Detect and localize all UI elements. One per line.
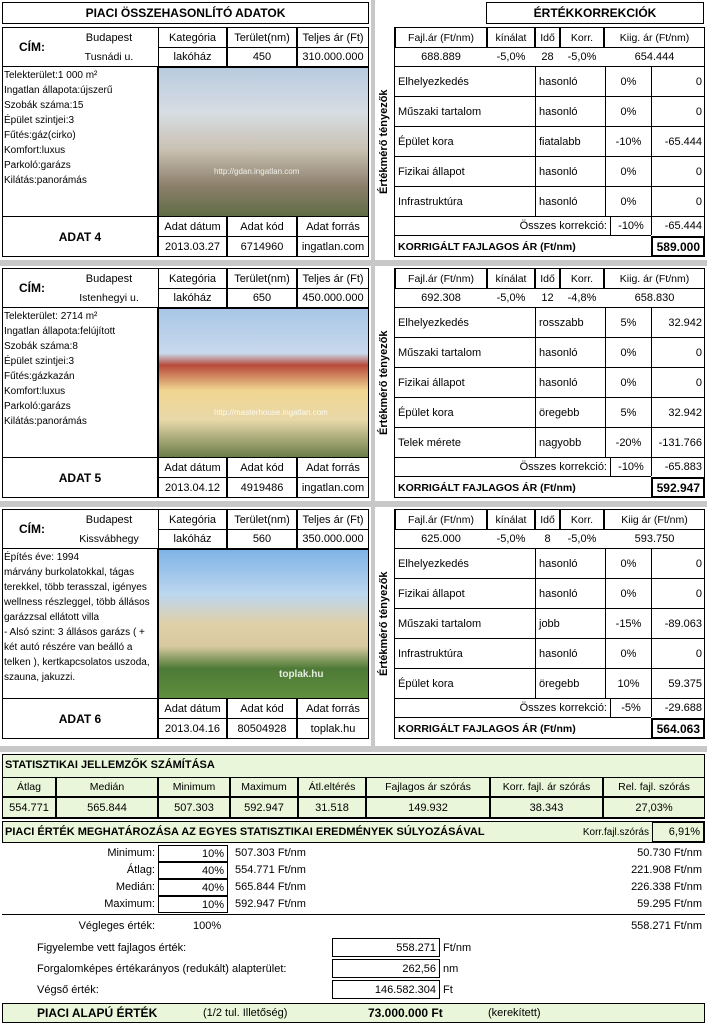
info-frame bbox=[2, 308, 158, 458]
result-value: 262,56 bbox=[332, 959, 440, 978]
factor-name: Telek mérete bbox=[398, 437, 461, 449]
factor-comparison: hasonló bbox=[535, 97, 605, 127]
unit_price-header: Fajl.ár (Ft/nm) bbox=[395, 268, 487, 289]
factor-name: Fizikai állapot bbox=[398, 166, 465, 178]
factor-comparison: hasonló bbox=[535, 368, 605, 398]
factors-label: Értékmérő tényezők bbox=[378, 571, 390, 677]
std-value: 6,91% bbox=[652, 822, 704, 842]
factor-value: 0 bbox=[651, 549, 705, 579]
info-line: Épület szintjei:3 bbox=[4, 115, 75, 126]
factor-pct: -20% bbox=[605, 428, 651, 458]
final-pct: 100% bbox=[193, 920, 222, 932]
total-price-header: Teljes ár (Ft) bbox=[297, 27, 369, 48]
factor-comparison: hasonló bbox=[535, 67, 605, 97]
time: 8 bbox=[544, 532, 551, 545]
factor-pct: 0% bbox=[605, 549, 651, 579]
address-label: CÍM: bbox=[19, 522, 45, 536]
total-corr-value: -29.688 bbox=[651, 699, 705, 717]
record-label: ADAT 6 bbox=[2, 698, 158, 739]
stat-value: 554.771 bbox=[2, 797, 56, 818]
code-header: Adat kód bbox=[227, 457, 297, 478]
factor-comparison: hasonló bbox=[535, 338, 605, 368]
footer-share: (1/2 tul. Illetőség) bbox=[203, 1007, 288, 1019]
adj_price-header: Kiig. ár (Ft/nm) bbox=[604, 27, 705, 48]
factor-value: 0 bbox=[651, 97, 705, 127]
area-header: Terület(nm) bbox=[227, 509, 297, 530]
factor-name: Fizikai állapot bbox=[398, 588, 465, 600]
info-line: - Alsó szint: 3 állásos garázs ( + két autó részére van beálló a telken ), kertkapcsolatos uszoda, szauna, jakuzzi. bbox=[4, 627, 150, 683]
weight-value: 507.303 Ft/nm bbox=[235, 847, 306, 859]
factor-name: Műszaki tartalom bbox=[398, 347, 482, 359]
weight-pct: 10% bbox=[158, 845, 228, 862]
total-price: 450.000.000 bbox=[297, 288, 369, 308]
info-line: Telekterület:1 000 m² bbox=[4, 70, 98, 81]
factor-pct: -15% bbox=[605, 609, 651, 639]
result-value: 146.582.304 bbox=[332, 980, 440, 999]
source: toplak.hu bbox=[297, 718, 369, 739]
stat-value: 27,03% bbox=[603, 797, 705, 818]
weight-label: Medián: bbox=[115, 881, 155, 893]
photo-watermark: http://gdan.ingatlan.com bbox=[214, 167, 300, 176]
weight-label: Maximum: bbox=[104, 898, 155, 910]
code: 80504928 bbox=[227, 718, 297, 739]
factor-name: Műszaki tartalom bbox=[398, 618, 482, 630]
factor-value: 32.942 bbox=[651, 398, 705, 428]
info-frame bbox=[2, 67, 158, 217]
district: Tusnádi u. bbox=[84, 50, 134, 63]
corrected-value: 589.000 bbox=[651, 236, 705, 257]
stat-header: Rel. fajl. szórás bbox=[603, 777, 705, 797]
district: Kissvábhegy bbox=[79, 532, 139, 545]
footer-label: PIACI ALAPÚ ÉRTÉK bbox=[37, 1006, 158, 1020]
area: 560 bbox=[227, 529, 297, 549]
factor-name: Épület kora bbox=[398, 407, 454, 419]
factors-frame bbox=[373, 67, 395, 257]
right-frame bbox=[394, 509, 705, 739]
offer: -5,0% bbox=[496, 532, 526, 545]
category: lakóház bbox=[158, 288, 227, 308]
adj_price3-header: Kiig ár (Ft/nm) bbox=[604, 509, 705, 530]
info-line: Telekterület: 2714 m² bbox=[4, 311, 98, 322]
std-label: Korr.fajl.szórás bbox=[582, 826, 649, 838]
source-header: Adat forrás bbox=[297, 216, 369, 237]
stat-header: Medián bbox=[56, 777, 158, 797]
factor-name: Elhelyezkedés bbox=[398, 317, 469, 329]
total-corr-pct: -10% bbox=[610, 458, 651, 476]
city: Budapest bbox=[85, 272, 133, 285]
info-line: Kilátás:panorámás bbox=[4, 175, 87, 186]
factor-name: Elhelyezkedés bbox=[398, 558, 469, 570]
total-corr-value: -65.444 bbox=[651, 217, 705, 235]
stat-value: 507.303 bbox=[158, 797, 230, 818]
area: 650 bbox=[227, 288, 297, 308]
factor-comparison: hasonló bbox=[535, 187, 605, 217]
result-unit: Ft bbox=[443, 983, 453, 996]
offer-header: kínálat bbox=[487, 268, 535, 289]
address-label: CÍM: bbox=[19, 281, 45, 295]
total-corr-pct: -5% bbox=[610, 699, 651, 717]
factor-comparison: öregebb bbox=[535, 669, 605, 699]
unit-price: 692.308 bbox=[421, 291, 461, 304]
corrected-label: KORRIGÁLT FAJLAGOS ÁR (Ft/nm) bbox=[395, 717, 651, 739]
area: 450 bbox=[227, 47, 297, 67]
total-price-header: Teljes ár (Ft) bbox=[297, 509, 369, 530]
info-line: Komfort:luxus bbox=[4, 386, 66, 397]
final-label: Végleges érték: bbox=[78, 920, 155, 932]
code: 4919486 bbox=[227, 477, 297, 498]
total-corr-value: -65.883 bbox=[651, 458, 705, 476]
info-line: Ingatlan állapota:felújított bbox=[4, 326, 116, 337]
time-header: Idő bbox=[535, 509, 560, 530]
property-photo bbox=[158, 308, 369, 458]
factor-pct: 0% bbox=[605, 97, 651, 127]
weight-pct: 10% bbox=[158, 896, 228, 913]
category-header: Kategória bbox=[158, 268, 227, 289]
info-line: Fűtés:gáz(cirko) bbox=[4, 130, 76, 141]
category: lakóház bbox=[158, 47, 227, 67]
date-header: Adat dátum bbox=[158, 698, 227, 719]
stat-value: 149.932 bbox=[366, 797, 490, 818]
factor-value: -89.063 bbox=[651, 609, 705, 639]
category-header: Kategória bbox=[158, 27, 227, 48]
factor-pct: 5% bbox=[605, 398, 651, 428]
code-header: Adat kód bbox=[227, 698, 297, 719]
factors-label: Értékmérő tényezők bbox=[378, 330, 390, 436]
weight-pct: 40% bbox=[158, 862, 228, 879]
footer-value: 73.000.000 Ft bbox=[368, 1006, 443, 1020]
photo-watermark: http://masterhouse.ingatlan.com bbox=[214, 408, 328, 417]
factor-value: 59.375 bbox=[651, 669, 705, 699]
stat-value: 31.518 bbox=[298, 797, 366, 818]
corr-header: Korr. bbox=[560, 268, 604, 289]
info-line: Építés éve: 1994 bbox=[4, 552, 80, 563]
source-header: Adat forrás bbox=[297, 457, 369, 478]
weight-result: 50.730 Ft/nm bbox=[637, 847, 702, 859]
total-corr-label: Összes korrekció: bbox=[519, 702, 607, 714]
unit_price-header: Fajl.ár (Ft/nm) bbox=[395, 509, 487, 530]
unit-price: 625.000 bbox=[421, 532, 461, 545]
factor-comparison: öregebb bbox=[535, 398, 605, 428]
category-header: Kategória bbox=[158, 509, 227, 530]
factor-value: 0 bbox=[651, 639, 705, 669]
city: Budapest bbox=[85, 513, 133, 526]
source: ingatlan.com bbox=[297, 236, 369, 257]
factor-pct: 0% bbox=[605, 157, 651, 187]
result-label: Végső érték: bbox=[37, 983, 99, 996]
code-header: Adat kód bbox=[227, 216, 297, 237]
factor-comparison: rosszabb bbox=[535, 308, 605, 338]
record-label: ADAT 5 bbox=[2, 457, 158, 498]
weight-result: 221.908 Ft/nm bbox=[631, 864, 702, 876]
offer: -5,0% bbox=[496, 50, 526, 63]
factor-value: -131.766 bbox=[651, 428, 705, 458]
factors-frame bbox=[373, 308, 395, 498]
time: 28 bbox=[541, 50, 554, 63]
factor-value: 0 bbox=[651, 579, 705, 609]
factor-value: 0 bbox=[651, 157, 705, 187]
district: Istenhegyi u. bbox=[79, 291, 139, 304]
total-corr-label: Összes korrekció: bbox=[519, 461, 607, 473]
corr-header: Korr. bbox=[560, 509, 604, 530]
corrected-label: KORRIGÁLT FAJLAGOS ÁR (Ft/nm) bbox=[395, 476, 651, 498]
factor-value: -65.444 bbox=[651, 127, 705, 157]
factor-comparison: jobb bbox=[535, 609, 605, 639]
factor-pct: 0% bbox=[605, 338, 651, 368]
address-label: CÍM: bbox=[19, 40, 45, 54]
info-frame bbox=[2, 549, 158, 699]
property-photo bbox=[158, 67, 369, 217]
factor-name: Infrastruktúra bbox=[398, 196, 463, 208]
weight-result: 226.338 Ft/nm bbox=[631, 881, 702, 893]
info-line: Parkoló:garázs bbox=[4, 160, 71, 171]
factor-name: Infrastruktúra bbox=[398, 648, 463, 660]
factor-pct: 0% bbox=[605, 67, 651, 97]
date: 2013.04.16 bbox=[158, 718, 227, 739]
factor-comparison: hasonló bbox=[535, 639, 605, 669]
factor-value: 0 bbox=[651, 67, 705, 97]
footer-note: (kerekített) bbox=[488, 1007, 541, 1019]
factor-comparison: hasonló bbox=[535, 157, 605, 187]
offer-header: kínálat bbox=[487, 27, 535, 48]
stat-header: Korr. fajl. ár szórás bbox=[490, 777, 603, 797]
adj-price: 658.830 bbox=[634, 291, 675, 304]
result-unit: Ft/nm bbox=[443, 941, 472, 954]
info-line: Fűtés:gázkazán bbox=[4, 371, 75, 382]
adj_price-header: Kiig. ár (Ft/nm) bbox=[604, 268, 705, 289]
corr-header: Korr. bbox=[560, 27, 604, 48]
time-header: Idő bbox=[535, 27, 560, 48]
factor-comparison: fiatalabb bbox=[535, 127, 605, 157]
area-header: Terület(nm) bbox=[227, 27, 297, 48]
source-header: Adat forrás bbox=[297, 698, 369, 719]
unit-price: 688.889 bbox=[421, 50, 461, 63]
property-photo bbox=[158, 549, 369, 699]
date: 2013.04.12 bbox=[158, 477, 227, 498]
factor-pct: 0% bbox=[605, 187, 651, 217]
info-line: Kilátás:panorámás bbox=[4, 416, 87, 427]
result-label: Figyelembe vett fajlagos érték: bbox=[37, 941, 187, 954]
stat-header: Minimum bbox=[158, 777, 230, 797]
right-frame bbox=[394, 27, 705, 257]
weight-value: 565.844 Ft/nm bbox=[235, 881, 306, 893]
code: 6714960 bbox=[227, 236, 297, 257]
factor-pct: 0% bbox=[605, 639, 651, 669]
factor-comparison: nagyobb bbox=[535, 428, 605, 458]
factor-pct: 10% bbox=[605, 669, 651, 699]
adj-price: 654.444 bbox=[634, 50, 675, 63]
stat-header: Átl.eltérés bbox=[298, 777, 366, 797]
record-label: ADAT 4 bbox=[2, 216, 158, 257]
factor-name: Épület kora bbox=[398, 136, 454, 148]
corr: -5,0% bbox=[567, 532, 597, 545]
category: lakóház bbox=[158, 529, 227, 549]
total-corr-label: Összes korrekció: bbox=[519, 220, 607, 232]
corr: -4,8% bbox=[567, 291, 597, 304]
factor-pct: -10% bbox=[605, 127, 651, 157]
source: ingatlan.com bbox=[297, 477, 369, 498]
offer-header: kínálat bbox=[487, 509, 535, 530]
stat-value: 592.947 bbox=[230, 797, 298, 818]
factor-comparison: hasonló bbox=[535, 579, 605, 609]
weight-value: 592.947 Ft/nm bbox=[235, 898, 306, 910]
unit_price-header: Fajl.ár (Ft/nm) bbox=[395, 27, 487, 48]
factor-value: 0 bbox=[651, 187, 705, 217]
left-title: PIACI ÖSSZEHASONLÍTÓ ADATOK bbox=[2, 2, 369, 24]
stat-value: 565.844 bbox=[56, 797, 158, 818]
info-line: Épület szintjei:3 bbox=[4, 356, 75, 367]
stats-title: STATISZTIKAI JELLEMZŐK SZÁMÍTÁSA bbox=[5, 759, 215, 771]
total-corr-pct: -10% bbox=[610, 217, 651, 235]
time: 12 bbox=[541, 291, 554, 304]
info-line: Szobák száma:8 bbox=[4, 341, 78, 352]
factor-name: Elhelyezkedés bbox=[398, 76, 469, 88]
total-price: 350.000.000 bbox=[297, 529, 369, 549]
offer: -5,0% bbox=[496, 291, 526, 304]
final-value: 558.271 Ft/nm bbox=[631, 920, 702, 932]
weight-label: Átlag: bbox=[126, 864, 155, 876]
factor-name: Műszaki tartalom bbox=[398, 106, 482, 118]
corr: -5,0% bbox=[567, 50, 597, 63]
info-line: Parkoló:garázs bbox=[4, 401, 71, 412]
right-frame bbox=[394, 268, 705, 498]
weight-pct: 40% bbox=[158, 879, 228, 896]
factor-value: 0 bbox=[651, 368, 705, 398]
stat-header: Átlag bbox=[2, 777, 56, 797]
date-header: Adat dátum bbox=[158, 216, 227, 237]
info-line: Ingatlan állapota:újszerű bbox=[4, 85, 113, 96]
area-header: Terület(nm) bbox=[227, 268, 297, 289]
stat-header: Fajlagos ár szórás bbox=[366, 777, 490, 797]
weight-label: Minimum: bbox=[107, 847, 155, 859]
weight-result: 59.295 Ft/nm bbox=[637, 898, 702, 910]
result-unit: nm bbox=[443, 962, 459, 975]
factor-pct: 0% bbox=[605, 368, 651, 398]
total-price-header: Teljes ár (Ft) bbox=[297, 268, 369, 289]
info-line: márvány burkolatokkal, tágas terekkel, több terasszal, igényes wellness részleggel, több állásos garázzsal ellátott villa bbox=[4, 567, 150, 623]
result-label: Forgalomképes értékarányos (redukált) alapterület: bbox=[37, 962, 287, 975]
weight-value: 554.771 Ft/nm bbox=[235, 864, 306, 876]
factor-comparison: hasonló bbox=[535, 549, 605, 579]
date: 2013.03.27 bbox=[158, 236, 227, 257]
factor-name: Épület kora bbox=[398, 678, 454, 690]
weighting-title: PIACI ÉRTÉK MEGHATÁROZÁSA AZ EGYES STATISZTIKAI EREDMÉNYEK SÚLYOZÁSÁVAL bbox=[5, 826, 485, 838]
date-header: Adat dátum bbox=[158, 457, 227, 478]
factor-pct: 0% bbox=[605, 579, 651, 609]
corrected-value: 592.947 bbox=[651, 477, 705, 498]
info-line: Komfort:luxus bbox=[4, 145, 66, 156]
corrected-label: KORRIGÁLT FAJLAGOS ÁR (Ft/nm) bbox=[395, 235, 651, 257]
city: Budapest bbox=[85, 31, 133, 44]
result-value: 558.271 bbox=[332, 938, 440, 957]
adj-price: 593.750 bbox=[634, 532, 675, 545]
total-price: 310.000.000 bbox=[297, 47, 369, 67]
factors-label: Értékmérő tényezők bbox=[378, 89, 390, 195]
factor-pct: 5% bbox=[605, 308, 651, 338]
corrected-value: 564.063 bbox=[651, 718, 705, 739]
stat-value: 38.343 bbox=[490, 797, 603, 818]
factor-value: 0 bbox=[651, 338, 705, 368]
photo-watermark: toplak.hu bbox=[279, 669, 324, 680]
right-title: ÉRTÉKKORREKCIÓK bbox=[486, 2, 704, 24]
factor-name: Fizikai állapot bbox=[398, 377, 465, 389]
factor-value: 32.942 bbox=[651, 308, 705, 338]
info-line: Szobák száma:15 bbox=[4, 100, 84, 111]
time-header: Idő bbox=[535, 268, 560, 289]
stat-header: Maximum bbox=[230, 777, 298, 797]
factors-frame bbox=[373, 549, 395, 739]
